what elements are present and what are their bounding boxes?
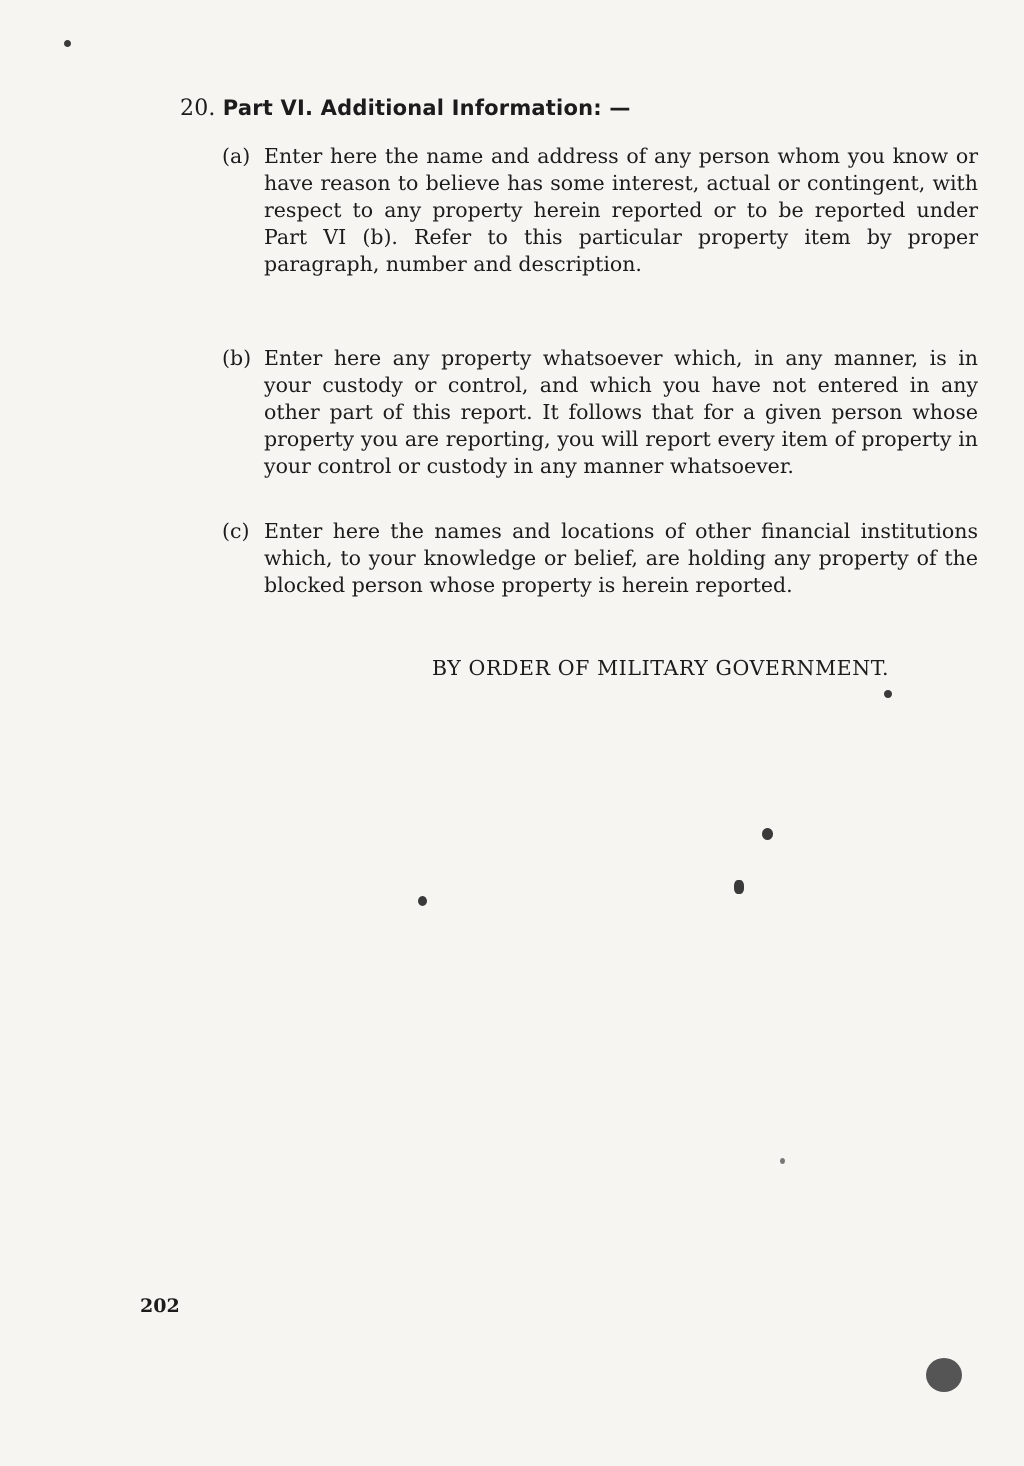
item-text: Enter here the name and address of any person whom you know or have reason to believe has some interest, actual or contingent, with respect to any property herein reported or to be reported under Part VI (b). Refer to this particular property item by proper paragraph, number and description. [264, 144, 978, 276]
instruction-item-a [222, 143, 978, 278]
section-number: 20. [180, 96, 216, 121]
scan-speck [884, 690, 892, 698]
scan-speck [418, 896, 427, 906]
scan-speck [734, 880, 744, 894]
order-statement: BY ORDER OF MILITARY GOVERNMENT. [432, 656, 890, 680]
scan-speck [762, 828, 773, 840]
item-text: Enter here the names and locations of other financial institutions which, to your knowledge or belief, are holding any property of the blocked person whose property is herein reported. [264, 519, 978, 597]
section-heading [180, 96, 631, 121]
item-marker: (c) [222, 519, 250, 543]
instruction-item-b [222, 345, 978, 480]
instruction-item-c [222, 518, 978, 599]
scan-speck [926, 1358, 962, 1392]
section-title: Part VI. Additional Information: — [222, 96, 631, 120]
item-marker: (b) [222, 346, 252, 370]
page-number: 202 [140, 1295, 180, 1317]
scan-speck [64, 40, 71, 47]
item-text: Enter here any property whatsoever which, in any manner, is in your custody or control, and which you have not entered in any other part of this report. It follows that for a given person whose property you are reporting, you will report every item of property in your control or custody in any manner whatsoever. [264, 346, 978, 478]
scan-speck [780, 1158, 785, 1164]
item-marker: (a) [222, 144, 251, 168]
